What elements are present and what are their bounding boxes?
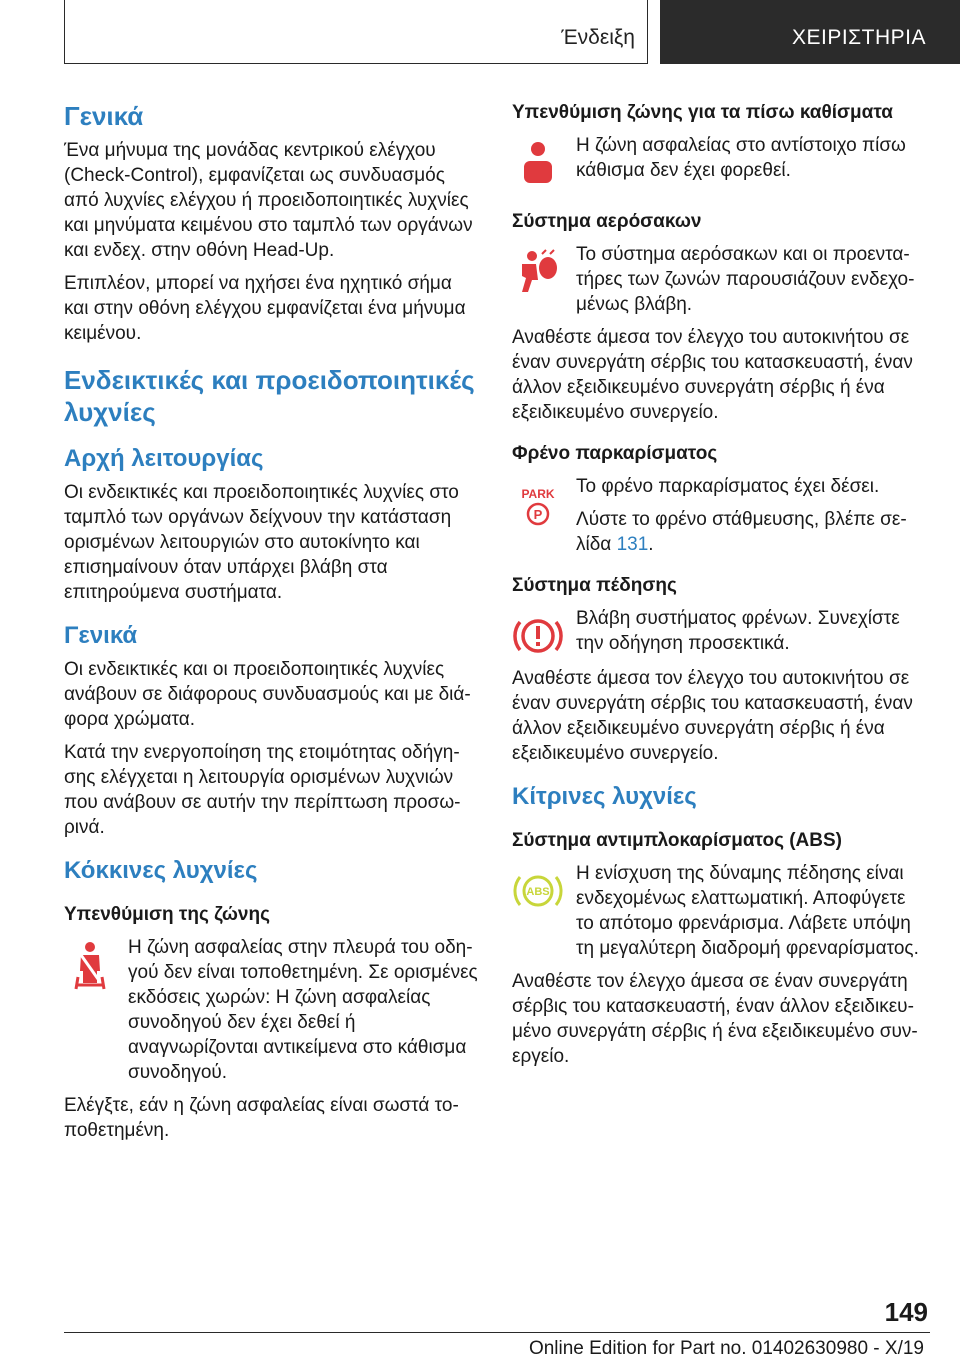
general-title: Γενικά xyxy=(64,101,144,131)
parking-brake-paragraph-1: Το φρένο παρκαρίσματος έχει δέσει. xyxy=(576,476,880,497)
belt-reminder-block xyxy=(64,935,479,1085)
page-number: 149 xyxy=(884,1297,928,1327)
seatbelt-icon xyxy=(64,939,116,991)
general-paragraph-1: Ένα μήνυμα της μονάδας κεντρικού ελέγχου (Check-Control), εμφανίζεται ως συνδυασμός από λυχνίες ελέγχου ή προειδοποιητικές λυχνίες και μηνύματα κειμένου στο ταμπλό των οργάνων και ενδεχ. στην οθόνη Head-Up. xyxy=(64,140,473,261)
header-section-label: Ένδειξη xyxy=(561,26,635,49)
abs-icon xyxy=(512,865,564,917)
belt-reminder-paragraph-2: Ελέγξτε, εάν η ζώνη ασφαλείας είναι σωστά τοποθετημένη. xyxy=(64,1095,459,1141)
airbag-paragraph-2: Αναθέστε άμεσα τον έλεγχο του αυτοκινήτου σε έναν συνεργάτη σέρβις του κατασκευαστή, έναν άλλον εξειδικευμένο συνεργάτη σέρβις ή ένα εξειδικευμένο συνεργείο. xyxy=(512,327,913,423)
edition-note: Online Edition for Part no. 01402630980 - X/19 xyxy=(528,1338,924,1359)
yellow-lamps-title: Κίτρινες λυχνίες xyxy=(512,783,697,810)
indicators-title: Ενδεικτικές και προειδοποιητικές λυχνίες xyxy=(64,365,475,427)
park-icon-text: PARK xyxy=(521,487,555,501)
belt-reminder-paragraph-1: Η ζώνη ασφαλείας στην πλευρά του οδηγού δεν είναι τοποθετημένη. Σε ορισμένες εκδόσεις χωρών: Η ζώνη ασφαλείας συνοδηγού δεν έχει δεθεί ή αναγνωρίζονται αντικείμενα στο κάθισμα συνοδηγού. xyxy=(128,937,478,1083)
svg-text:P: P xyxy=(533,507,543,522)
red-lamps-title: Κόκκινες λυχνίες xyxy=(64,857,258,884)
principle-title: Αρχή λειτουργίας xyxy=(64,445,264,472)
header-chapter-label: ΧΕΙΡΙΣΤΗΡΙΑ xyxy=(791,26,926,49)
parking-brake-period: . xyxy=(648,534,654,555)
parking-brake-title: Φρένο παρκαρίσματος xyxy=(512,443,718,464)
header-section-tab xyxy=(64,0,648,64)
brake-system-paragraph-2: Αναθέστε άμεσα τον έλεγχο του αυτοκινήτου σε έναν συνεργάτη σέρβις του κατασκευαστή, έναν άλλον εξειδικευμένο συνεργάτη σέρβις ή ένα εξειδικευμένο συνεργείο. xyxy=(512,668,913,764)
general-paragraph-2: Επιπλέον, μπορεί να ηχήσει ένα ηχητικό σήμα και στην οθόνη ελέγχου εμφανίζεται ένα μήνυμα κειμένου. xyxy=(64,273,466,344)
rear-seat-occupant-icon xyxy=(512,137,564,189)
abs-title: Σύστημα αντιμπλοκαρίσματος (ABS) xyxy=(512,830,843,851)
brake-system-paragraph-1: Βλάβη συστήματος φρένων. Συνεχίστε την οδήγηση προσεκτικά. xyxy=(576,608,900,654)
general2-paragraph-2: Κατά την ενεργοποίηση της ετοιμότητας οδήγησης ελέγχεται η λειτουργία ορισμένων λυχνιών που ανάβουν σε αυτήν την περίπτωση προσωρινά. xyxy=(64,742,461,838)
airbag-icon xyxy=(512,246,564,298)
right-column xyxy=(512,100,927,1077)
general2-paragraph-1: Οι ενδεικτικές και οι προειδοποιητικές λυχνίες ανάβουν σε διάφορους συνδυασμούς και με διάφορα χρώματα. xyxy=(64,659,471,730)
park-brake-icon xyxy=(512,478,564,530)
parking-brake-text: Λύστε το φρένο στάθμευσης, βλέπε σελίδα xyxy=(576,509,907,555)
parking-brake-block xyxy=(512,474,927,557)
abs-block xyxy=(512,861,927,961)
abs-icon-text: ABS xyxy=(526,886,550,898)
airbag-block xyxy=(512,242,927,317)
rear-belt-paragraph: Η ζώνη ασφαλείας στο αντίστοιχο πίσω κάθισμα δεν έχει φορεθεί. xyxy=(576,135,906,181)
parking-brake-paragraph-2 xyxy=(576,507,927,557)
airbag-paragraph-1: Το σύστημα αερόσακων και οι προεντατήρες των ζωνών παρουσιάζουν ενδεχομένως βλάβη. xyxy=(576,244,915,315)
page-link-131[interactable]: 131 xyxy=(616,534,649,555)
footer-divider xyxy=(64,1332,930,1333)
brake-system-title: Σύστημα πέδησης xyxy=(512,575,677,596)
abs-paragraph-2: Αναθέστε τον έλεγχο άμεσα σε έναν συνεργάτη σέρβις του κατασκευαστή, έναν άλλον εξειδικευμένο συνεργάτη σέρβις ή ένα εξειδικευμένο συνεργείο. xyxy=(512,971,918,1067)
brake-system-block xyxy=(512,606,927,666)
general2-title: Γενικά xyxy=(64,622,138,649)
abs-paragraph-1: Η ενίσχυση της δύναμης πέδησης είναι ενδεχομένως ελαττωματική. Αποφύγετε το απότομο φρενάρισμα. Λάβετε υπόψη τη μεγαλύτερη διαδρομή φρεναρίσματος. xyxy=(576,863,919,959)
rear-belt-title: Υπενθύμιση ζώνης για τα πίσω καθίσματα xyxy=(512,102,893,123)
airbag-title: Σύστημα αερόσακων xyxy=(512,211,702,232)
principle-paragraph: Οι ενδεικτικές και προειδοποιητικές λυχνίες στο ταμπλό των οργάνων δείχνουν την κατάσταση ορισμένων λειτουργιών στο αυτοκίνητο και επισημαίνουν όταν υπάρχει βλάβη στα επιτηρούμενα συστήματα. xyxy=(64,482,459,603)
header-chapter-tab xyxy=(660,0,960,64)
rear-belt-block xyxy=(512,133,927,193)
brake-warning-icon xyxy=(512,610,564,662)
belt-reminder-title: Υπενθύμιση της ζώνης xyxy=(64,904,270,925)
left-column xyxy=(64,100,479,1151)
